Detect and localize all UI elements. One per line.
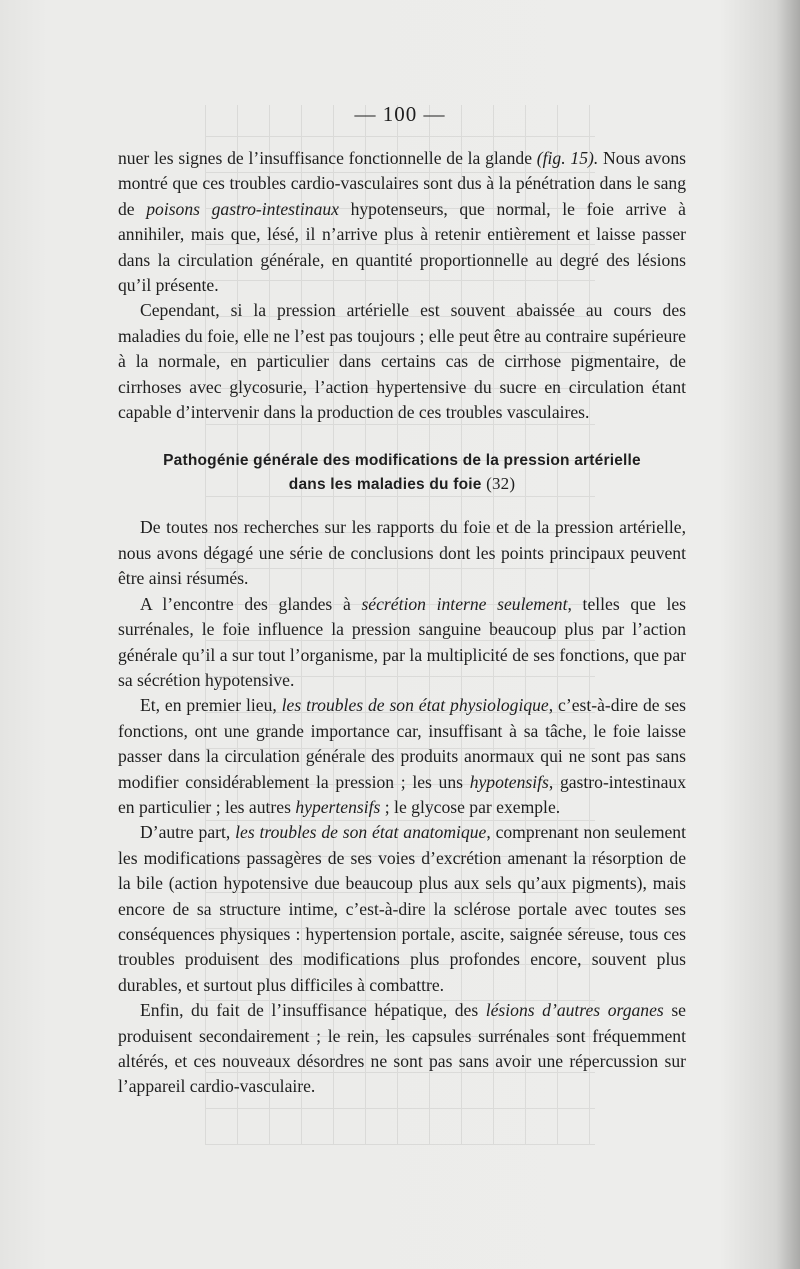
paragraph-7: Enfin, du fait de l’insuffisance hépatique, des lésions d’autres organes se produisent secondairement ; le rein, les capsules surrénales sont fréquemment altérés, et ces nouveaux désordres ne sont pas sans avoir une répercussion sur l’appareil cardio-vasculaire.: [118, 1000, 686, 1097]
paragraph-4: A l’encontre des glandes à sécrétion interne seulement, telles que les surrénales, le foie influence la pression sanguine beaucoup plus par l’action générale qu’il a sur tout l’organisme, par la multiplicité de ses fonctions, que par sa sécrétion hypotensive.: [118, 593, 686, 690]
page-number: — 100 —: [354, 102, 446, 126]
paragraph-3: De toutes nos recherches sur les rapports du foie et de la pression artérielle, nous avons dégagé une série de conclusions dont les points principaux peuvent être ainsi résumés.: [118, 517, 686, 589]
paragraph-6: D’autre part, les troubles de son état anatomique, comprenant non seulement les modifications passagères de ses voies d’excrétion amenant la résorption de la bile (action hypotensive due beaucoup plus aux sels qu’aux pigments), mais encore de sa structure intime, c’est-à-dire la sclérose portale avec toutes ses conséquences physiques : hypertension portale, ascite, saignée séreuse, tous ces troubles produisent des modifications plus profondes encore, souvent plus durables, et surtout plus difficiles à combattre.: [118, 822, 686, 995]
paragraph-1: nuer les signes de l’insuffisance fonctionnelle de la glande (fig. 15). Nous avons montré que ces troubles cardio-vasculaires sont dus à la pénétration dans le sang de poisons gastro-intestinaux hypotenseurs, que normal, le foie arrive à annihiler, mais que, lésé, il n’arrive plus à retenir entièrement et laisse passer dans la circulation générale, en quantité proportionnelle au degré des lésions qu’il présente.: [118, 148, 686, 296]
paragraph-2: Cependant, si la pression artérielle est souvent abaissée au cours des maladies du foie, elle ne l’est pas toujours ; elle peut être au contraire supérieure à la normale, en particulier dans certains cas de cirrhose pigmentaire, de cirrhoses avec glycosurie, l’action hypertensive du sucre en circulation étant capable d’intervenir dans la production de ces troubles vasculaires.: [118, 300, 686, 423]
reference-number: (32): [486, 474, 516, 494]
section-heading: Pathogénie générale des modifications de la pression artérielle dans les maladies du foie (32): [163, 452, 641, 494]
body-text: [118, 146, 686, 1100]
paragraph-5: Et, en premier lieu, les troubles de son état physiologique, c’est-à-dire de ses fonctions, ont une grande importance car, insuffisant à sa tâche, le foie laisse passer dans la circulation générale des produits anormaux qui ne sont pas sans modifier considérablement la pression ; les uns hypotensifs, gastro-intestinaux en particulier ; les autres hypertensifs ; le glycose par exemple.: [118, 695, 687, 817]
figure-reference: (fig. 15).: [536, 148, 599, 168]
